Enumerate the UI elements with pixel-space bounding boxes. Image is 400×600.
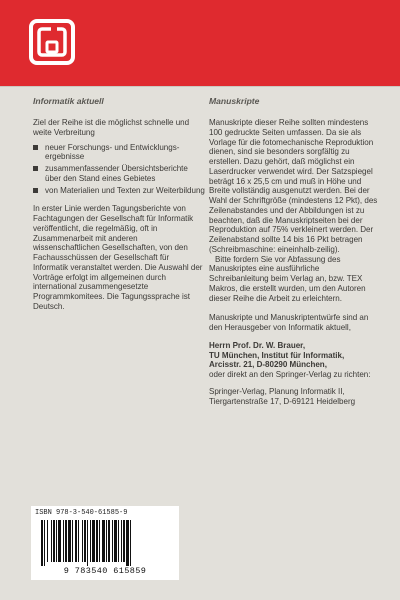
barcode-bar [84,520,86,562]
barcode-bar [90,520,91,562]
series-bullet-text: zusammenfassender Übersichtsberichte über den Stand eines Gebietes [45,164,188,183]
series-body: In erster Linie werden Tagungsberichte von Fachtagungen der Gesellschaft für Informatik veröffentlicht, die regelmäßig, oft in Zusammenarbeit mit anderen wissenschaftlichen Gesellschaften, von den Fachausschüssen der Gesellschaft für Informatik veranstaltet werden. Die Auswahl der Vorträge erfolgt im allgemeinen durch international zusammengesetzte Programmkomitees. Die Tagungssprache ist Deutsch. [33,204,203,311]
manuscript-paragraph-4: oder direkt an den Springer-Verlag zu richten: [209,370,371,379]
square-bullet-icon [33,188,38,193]
barcode-bar [65,520,67,562]
barcode-bar [58,520,61,562]
barcode-bar [108,520,110,562]
barcode-bar [63,520,64,562]
spacer [209,380,379,387]
editor-address [209,341,379,370]
series-bullet-3 [33,186,205,196]
publisher-line-1: Springer-Verlag, Planung Informatik II, [209,386,345,396]
series-intro: Ziel der Reihe ist die möglichst schnelle und weite Verbreitung [33,118,190,137]
series-title: Informatik aktuell [33,96,104,106]
manuscript-paragraph-3: Manuskripte und Manuskriptentwürfe sind an den Herausgeber von Informatik aktuell, [209,313,369,332]
manuscript-title: Manuskripte [209,96,260,106]
square-bullet-icon [33,145,38,150]
editor-affiliation: TU München, Institut für Informatik, [209,350,345,360]
barcode-digits: 9 783540 615859 [63,566,147,576]
barcode-graphic-icon [39,520,171,568]
barcode-bar [118,520,119,562]
barcode-bar [51,520,52,562]
editor-name: Herrn Prof. Dr. W. Brauer, [209,340,306,350]
series-bullet-1 [33,143,205,163]
barcode-bar [112,520,113,562]
barcode-bar [82,520,83,562]
top-rule [0,86,400,87]
barcode-bar [47,520,48,562]
isbn-label: ISBN 978-3-540-61585-9 [35,509,128,517]
barcode-bar [123,520,125,562]
series-bullet-text: neuer Forschungs- und Entwicklungs-ergebnisse [45,142,180,162]
barcode-bar [68,520,71,562]
barcode-bar [53,520,55,562]
barcode-bar [44,520,45,566]
barcode-bar [102,520,105,562]
barcode-bar [114,520,117,562]
barcode-bar [72,520,73,562]
square-bullet-icon [33,166,38,171]
manuscript-guidelines [209,96,379,406]
spacer [33,197,205,204]
series-bullets [33,143,205,196]
barcode-bar [106,520,107,562]
barcode-bar [130,520,131,566]
red-cover-band [0,0,400,86]
barcode-bar [41,520,43,566]
barcode-bar [121,520,122,562]
spacer [209,303,379,313]
editor-street: Arcisstr. 21, D-80290 München, [209,360,327,370]
series-description [33,96,205,312]
barcode-bar [92,520,95,562]
publisher-line-2: Tiergartenstraße 17, D-69121 Heidelberg [209,396,356,406]
publisher-logo-icon [27,17,77,67]
manuscript-paragraph-1: Manuskripte dieser Reihe sollten mindestens 100 gedruckte Seiten umfassen. Da sie als Vorlage für die fotomechanische Reproduktion dienen, sind sie besonders sorgfältig zu erstellen. Dazu gehört, daß möglichst ein Laserdrucker verwendet wird. Der Satzspiegel beträgt 16 x 25,5 cm und muß in Höhe und Breite vollständig ausgenutzt werden. Bei der Wahl der Schriftgröße (mindestens 12 Pkt), des Zeilenabstandes und der Abbildungen ist zu beachten, daß die Manuskriptseiten bei der Reproduktion auf 75% verkleinert werden. Der Zeilenabstand sollte 14 bis 16 Pkt betragen (Schreibmaschine: eineinhalb-zeilig). [209,118,378,254]
barcode-bar [99,520,100,562]
barcode-bar [96,520,98,562]
barcode-bar [56,520,57,562]
barcode-bar [126,520,129,566]
manuscript-paragraph-2: Bitte fordern Sie vor Abfassung des Manuskriptes eine ausführliche Schreibanleitung beim Verlag an, bzw. TEX Makros, die erstellt wurden, um den Autoren dieser Reihe die Arbeit zu erleichtern. [209,254,366,303]
series-bullet-2 [33,164,205,184]
barcode-bar [87,520,88,566]
isbn-barcode [31,506,179,580]
barcode-bar [78,520,79,562]
series-bullet-text: von Materialien und Texten zur Weiterbildung [45,185,205,195]
barcode-bar [75,520,77,562]
